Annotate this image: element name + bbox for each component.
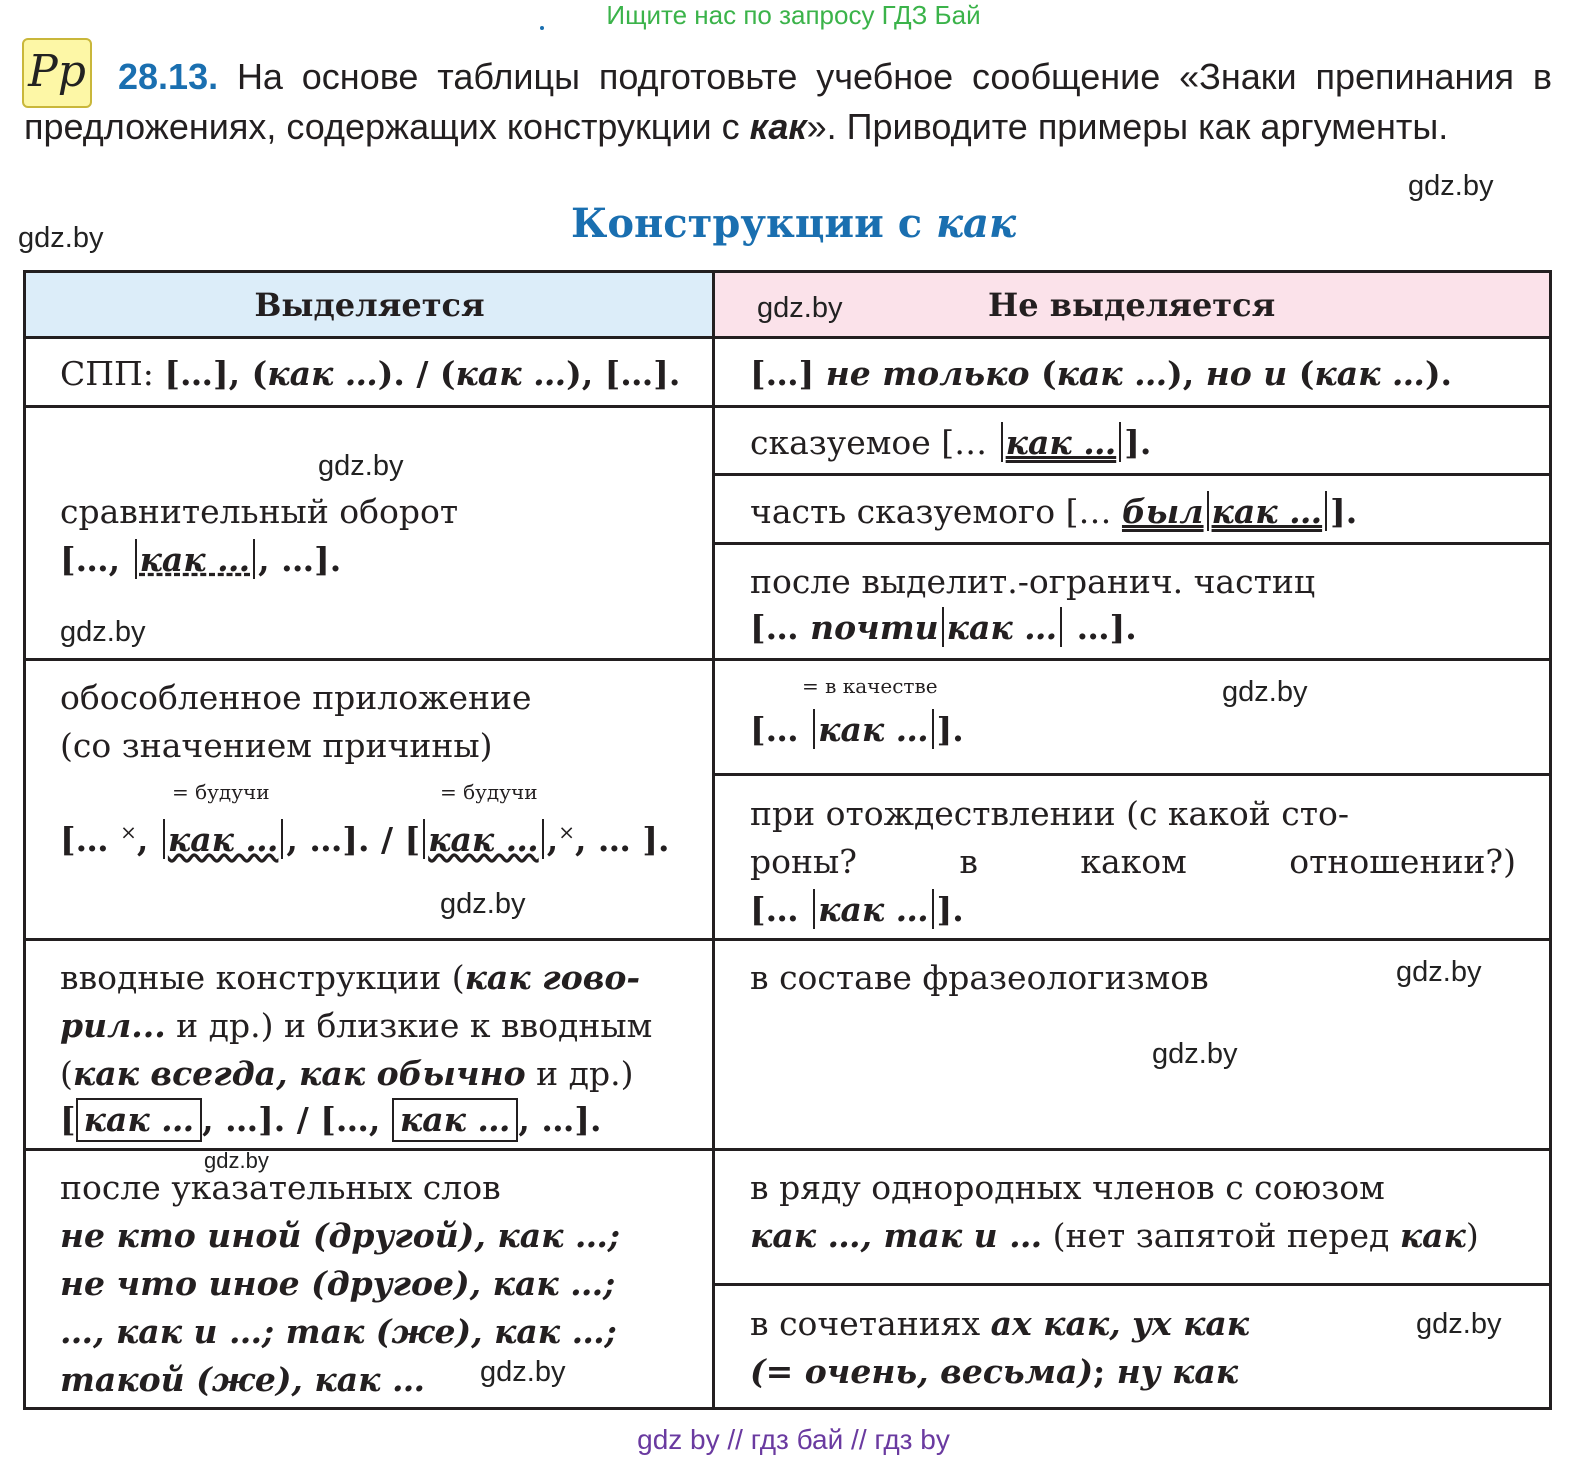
exercise-text-part: ». Приводите примеры как аргументы. — [806, 106, 1449, 147]
formula-word: почти — [810, 608, 939, 647]
bracket-mark — [1207, 491, 1209, 531]
predicate-part-label: часть сказуемого [… — [750, 492, 1122, 531]
formula-word: ну как — [1116, 1352, 1239, 1391]
formula-kak: как … — [455, 354, 567, 393]
formula-kak: как … — [1211, 492, 1323, 531]
homogeneous-text: (нет запятой перед — [1042, 1216, 1400, 1255]
comparative-formula — [60, 536, 341, 584]
watermark: gdz.by — [757, 292, 843, 324]
comparative-label: сравнительный оборот — [60, 492, 459, 531]
left-row-introductory — [60, 954, 640, 1002]
left-row-spp — [60, 350, 680, 398]
exercise-number: 28.13. — [118, 56, 219, 97]
demonstrative-example: не что иное (другое), как …; — [60, 1264, 616, 1303]
combinations-line2 — [750, 1348, 1238, 1396]
right-row-phraseologisms: в составе фразеологизмов — [750, 958, 1209, 997]
intro-line3 — [60, 1050, 633, 1098]
intro-text: вводные конструкции ( — [60, 958, 465, 997]
formula-part: ( — [1029, 354, 1057, 393]
watermark: gdz.by — [480, 1356, 566, 1388]
formula-part: , … ]. — [574, 820, 670, 859]
particles-formula — [750, 604, 1137, 652]
column-divider — [712, 273, 715, 1407]
bracket-mark — [135, 539, 137, 579]
formula-kak: как … — [428, 820, 539, 859]
homogeneous-text: ) — [1465, 1216, 1479, 1255]
watermark: gdz.by — [60, 616, 146, 648]
identification-line2 — [750, 838, 1516, 886]
formula-part: ; — [1093, 1352, 1117, 1391]
formula-part: […, — [60, 540, 132, 579]
bracket-mark — [423, 819, 425, 859]
watermark: gdz.by — [18, 222, 104, 254]
left-row-comparative — [60, 488, 458, 536]
intro-text: и др.) — [525, 1054, 634, 1093]
bracket-mark — [942, 607, 944, 647]
right-row-as — [750, 706, 964, 754]
formula-part: ( — [1287, 354, 1315, 393]
bracket-mark — [1060, 607, 1062, 647]
apposition-note: = будучи — [172, 780, 270, 804]
right-row-predicate — [750, 419, 1151, 467]
formula-word: как …, так и … — [750, 1216, 1043, 1255]
demonstrative-example: не кто иной (другой), как …; — [60, 1216, 621, 1255]
row-divider — [715, 1283, 1549, 1286]
intro-text: и др.) и близкие к вводным — [165, 1006, 653, 1045]
intro-line2 — [60, 1002, 652, 1050]
watermark: gdz.by — [1408, 170, 1494, 202]
formula-part: [… — [750, 890, 811, 929]
bracket-mark — [813, 709, 815, 749]
formula-part: [… — [750, 608, 811, 647]
decorative-dot — [540, 26, 544, 30]
formula-word: но и — [1205, 354, 1288, 393]
watermark: gdz.by — [440, 888, 526, 920]
formula-part: ), — [1167, 354, 1206, 393]
right-row-particles: после выделит.-огранич. частиц — [750, 562, 1316, 601]
exercise-kak: как — [749, 106, 807, 147]
formula-word: (= очень, весьма) — [750, 1352, 1094, 1391]
predicate-label: сказуемое [… — [750, 423, 998, 462]
formula-word: ах как, ух как — [990, 1304, 1250, 1343]
formula-part: , …]. — [518, 1100, 602, 1139]
formula-part: , …]. / […, — [202, 1100, 392, 1139]
watermark: gdz.by — [318, 450, 404, 482]
formula-kak: как … — [267, 354, 378, 393]
bracket-mark — [253, 539, 255, 579]
row-divider — [715, 773, 1549, 776]
formula-kak: как … — [1314, 354, 1425, 393]
intro-example: рил... — [60, 1006, 166, 1045]
row-divider — [715, 542, 1549, 545]
row-divider — [26, 658, 1549, 661]
exercise-text — [24, 52, 1552, 152]
bracket-mark — [932, 709, 934, 749]
cross-mark: × — [558, 820, 575, 844]
right-row-not-only — [750, 350, 1452, 398]
apposition-formula: [… ×, как … , …]. / [ как … ,×, … ]. — [60, 820, 670, 859]
bracket-mark — [542, 819, 544, 859]
right-row-combinations — [750, 1300, 1249, 1348]
right-row-homogeneous: в ряду однородных членов с союзом — [750, 1168, 1385, 1207]
right-row-identification — [750, 790, 1516, 838]
as-note: = в качестве — [802, 674, 938, 698]
footer-links[interactable]: gdz by // гдз бай // гдз by — [637, 1424, 950, 1455]
formula-kak: как — [1399, 1216, 1466, 1255]
demonstrative-example: …, как и …; так (же), как …; — [60, 1312, 617, 1351]
row-divider — [26, 405, 1549, 408]
formula-part: [… — [60, 820, 121, 859]
left-row-demonstrative: после указательных слов — [60, 1168, 501, 1207]
formula-kak: как … — [139, 540, 251, 579]
apposition-line2: (со значением причины) — [60, 726, 493, 765]
demonstrative-example: такой (же), как … — [60, 1360, 425, 1399]
combinations-text: в сочетаниях — [750, 1304, 991, 1343]
formula-part: […] — [750, 354, 826, 393]
formula-part: [… — [750, 710, 811, 749]
formula-part: …]. — [1065, 608, 1137, 647]
identification-text: при отождествлении (с какой сто- — [750, 794, 1349, 833]
spp-label: СПП: — [60, 354, 165, 393]
row-divider — [715, 473, 1549, 476]
formula-part: […], ( — [164, 354, 268, 393]
left-row-apposition: обособленное приложение — [60, 678, 532, 717]
apposition-note: = будучи — [440, 780, 538, 804]
formula-part: , …]. / [ — [286, 820, 421, 859]
formula-part: ]. — [936, 890, 964, 929]
cross-mark: × — [120, 820, 137, 844]
formula-part: ]. — [1124, 423, 1152, 462]
identification-formula — [750, 886, 964, 934]
watermark: gdz.by — [1222, 676, 1308, 708]
bracket-mark — [281, 819, 283, 859]
top-banner-link[interactable]: Ищите нас по запросу ГДЗ Бай — [606, 0, 981, 30]
formula-part: ). — [1424, 354, 1453, 393]
formula-word: был — [1121, 492, 1204, 531]
intro-formula — [60, 1096, 602, 1144]
bracket-mark — [813, 889, 815, 929]
formula-kak-box: как … — [392, 1098, 519, 1142]
intro-example: как гово- — [464, 958, 641, 997]
table-title-kak: как — [935, 200, 1017, 247]
watermark: gdz.by — [1152, 1038, 1238, 1070]
identification-text: роны? в каком отношении?) — [750, 842, 1516, 881]
formula-part: , …]. — [258, 540, 342, 579]
formula-part: ]. — [936, 710, 964, 749]
bracket-mark — [163, 819, 165, 859]
row-divider — [26, 938, 1549, 941]
formula-kak: как … — [1056, 354, 1168, 393]
formula-word: не только — [825, 354, 1030, 393]
bracket-mark — [1001, 422, 1003, 462]
header-left: Выделяется — [254, 286, 485, 324]
formula-kak: как … — [946, 608, 1058, 647]
table-title-text: Конструкции с — [570, 200, 936, 247]
formula-part: ]. — [1330, 492, 1358, 531]
intro-text: ( — [60, 1054, 73, 1093]
bracket-mark — [1325, 491, 1327, 531]
formula-part: ), […]. — [566, 354, 681, 393]
watermark: gdz.by — [204, 1148, 269, 1173]
exercise-text-part: На основе таблицы подготовьте учебное сообщение «Знаки препинания в предложениях, содержащих конструкции с — [24, 56, 1552, 147]
row-divider — [26, 336, 1549, 339]
header-right: Не выделяется — [988, 286, 1276, 324]
formula-part: [ — [60, 1100, 76, 1139]
formula-kak: как … — [818, 890, 929, 929]
right-row-predicate-part — [750, 488, 1357, 536]
formula-kak: как … — [818, 710, 929, 749]
watermark: gdz.by — [1416, 1308, 1502, 1340]
formula-part: ). / ( — [377, 354, 456, 393]
formula-kak: как … — [1005, 423, 1117, 462]
homogeneous-line2 — [750, 1212, 1479, 1260]
watermark: gdz.by — [1396, 956, 1482, 988]
bracket-mark — [932, 889, 934, 929]
speech-development-icon: Рр — [22, 38, 92, 108]
table-title — [0, 200, 1587, 247]
intro-example: как всегда, как обычно — [72, 1054, 526, 1093]
bracket-mark — [1119, 422, 1121, 462]
formula-kak-box: как … — [76, 1098, 203, 1142]
formula-kak: как … — [167, 820, 279, 859]
